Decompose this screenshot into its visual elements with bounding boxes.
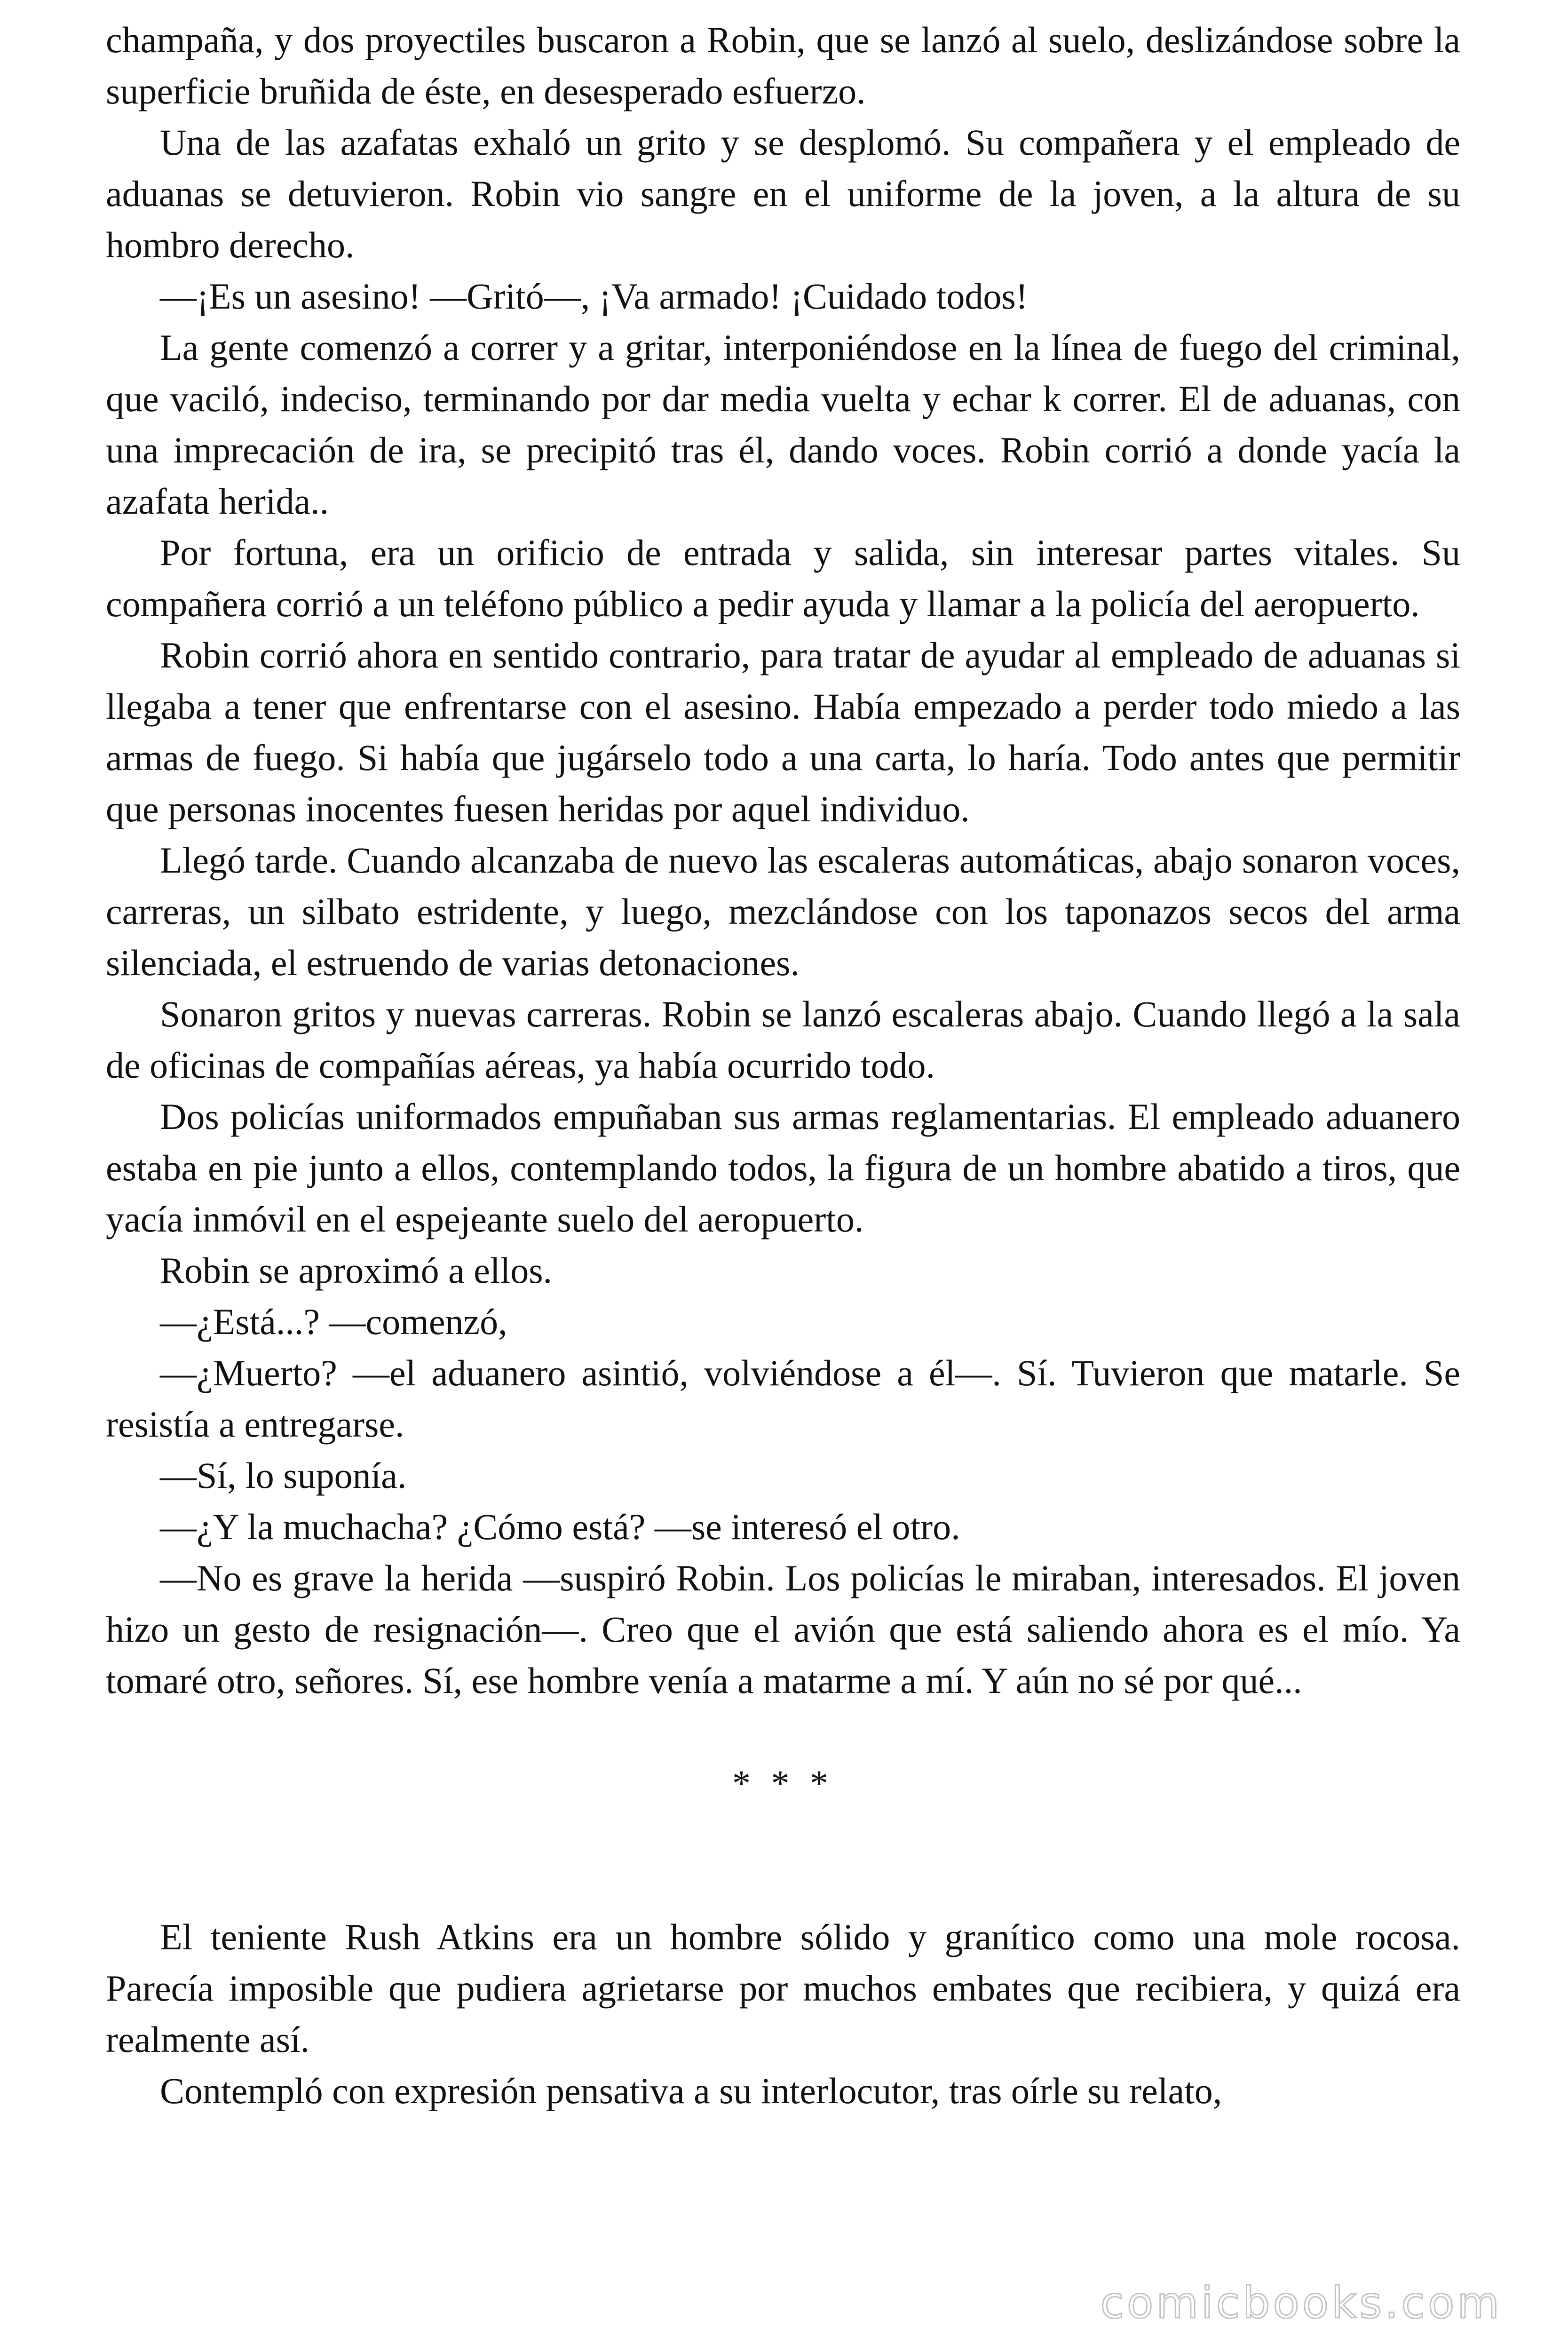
- scene-separator: * * *: [732, 1763, 834, 1804]
- paragraph: —¿Está...? —comenzó,: [160, 1301, 507, 1342]
- paragraph: Una de las azafatas exhaló un grito y se desplomó. Su compañera y el empleado de aduanas se detuvieron. Robin vio sangre en el uniforme de la joven, a la altura de su hombro derecho.: [106, 122, 1460, 265]
- watermark: comicbooks.com: [1100, 2278, 1502, 2328]
- body-text: [106, 14, 1460, 2116]
- paragraph: —Sí, lo suponía.: [160, 1455, 407, 1496]
- paragraph: —¡Es un asesino! —Gritó—, ¡Va armado! ¡Cuidado todos!: [160, 276, 1028, 317]
- paragraph: —No es grave la herida —suspiró Robin. Los policías le miraban, interesados. El joven hizo un gesto de resignación—. Creo que el avión que está saliendo ahora es el mío. Ya tomaré otro, señores. Sí, ese hombre venía a matarme a mí. Y aún no sé por qué...: [106, 1557, 1460, 1701]
- paragraph: —¿Muerto? —el aduanero asintió, volviéndose a él—. Sí. Tuvieron que matarle. Se resistía a entregarse.: [106, 1352, 1460, 1445]
- paragraph: Robin corrió ahora en sentido contrario, para tratar de ayudar al empleado de aduanas si llegaba a tener que enfrentarse con el asesino. Había empezado a perder todo miedo a las armas de fuego. Si había que jugárselo todo a una carta, lo haría. Todo antes que permitir que personas inocentes fuesen heridas por aquel individuo.: [106, 635, 1460, 829]
- paragraph: champaña, y dos proyectiles buscaron a Robin, que se lanzó al suelo, deslizándose sobre la superficie bruñida de éste, en desesperado esfuerzo.: [106, 19, 1460, 111]
- paragraph: El teniente Rush Atkins era un hombre sólido y granítico como una mole rocosa. Parecía imposible que pudiera agrietarse por muchos embates que recibiera, y quizá era realmente así.: [106, 1916, 1460, 2060]
- paragraph: Contempló con expresión pensativa a su interlocutor, tras oírle su relato,: [160, 2070, 1222, 2111]
- paragraph: Por fortuna, era un orificio de entrada y salida, sin interesar partes vitales. Su compañera corrió a un teléfono público a pedir ayuda y llamar a la policía del aeropuerto.: [106, 532, 1460, 624]
- paragraph: Llegó tarde. Cuando alcanzaba de nuevo las escaleras automáticas, abajo sonaron voces, carreras, un silbato estridente, y luego, mezclándose con los taponazos secos del arma silenciada, el estruendo de varias detonaciones.: [106, 840, 1460, 983]
- paragraph: Robin se aproximó a ellos.: [160, 1250, 553, 1291]
- paragraph: —¿Y la muchacha? ¿Cómo está? —se interesó el otro.: [160, 1506, 960, 1547]
- paragraph: Dos policías uniformados empuñaban sus armas reglamentarias. El empleado aduanero estaba en pie junto a ellos, contemplando todos, la figura de un hombre abatido a tiros, que yacía inmóvil en el espejeante suelo del aeropuerto.: [106, 1096, 1460, 1240]
- paragraph: Sonaron gritos y nuevas carreras. Robin se lanzó escaleras abajo. Cuando llegó a la sala de oficinas de compañías aéreas, ya había ocurrido todo.: [106, 993, 1460, 1086]
- paragraph: La gente comenzó a correr y a gritar, interponiéndose en la línea de fuego del criminal, que vaciló, indeciso, terminando por dar media vuelta y echar k correr. El de aduanas, con una imprecación de ira, se precipitó tras él, dando voces. Robin corrió a donde yacía la azafata herida..: [106, 327, 1460, 522]
